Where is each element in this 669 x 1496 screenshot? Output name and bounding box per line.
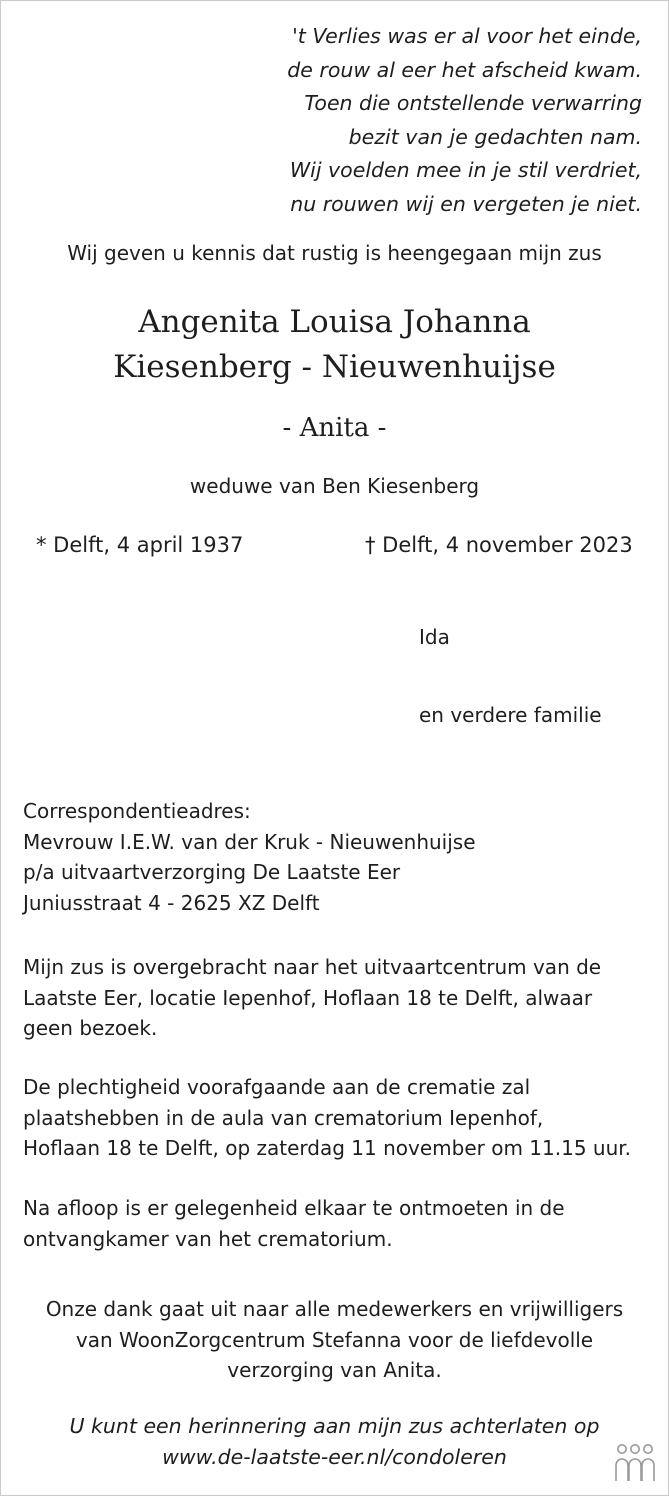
condolence-url: www.de-laatste-eer.nl/condoleren [162,1444,507,1469]
paragraph-line: Laatste Eer, locatie Iepenhof, Hoflaan 18 te Delft, alwaar [23,985,593,1010]
people-group-icon [613,1443,657,1483]
deceased-name-line2: Kiesenberg - Nieuwenhuijse [113,349,556,385]
address-line: Mevrouw I.E.W. van der Kruk - Nieuwenhuijse [23,829,476,854]
thanks-line: van WoonZorgcentrum Stefanna voor de liefdevolle [75,1327,594,1352]
gathering-paragraph [23,1193,565,1254]
address-line: p/a uitvaartverzorging De Laatste Eer [23,860,401,884]
memorial-note [1,1411,668,1472]
poem-line: Toen die ontstellende verwarring [304,91,642,115]
paragraph-line: Hoflaan 18 te Delft, op zaterdag 11 november om 11.15 uur. [23,1136,632,1160]
poem [287,20,642,221]
deceased-name-line1: Angenita Louisa Johanna [138,304,531,340]
paragraph-line: Na afloop is er gelegenheid elkaar te ontmoeten in de [23,1196,565,1220]
paragraph-line: Mijn zus is overgebracht naar het uitvaartcentrum van de [23,955,602,979]
poem-line: 't Verlies was er al voor het einde, [292,24,642,48]
paragraph-line: plaatshebben in de aula van crematorium Iepenhof, [23,1105,544,1130]
address-line: Juniusstraat 4 - 2625 XZ Delft [23,890,320,915]
announcement-intro: Wij geven u kennis dat rustig is heengegaan mijn zus [67,241,602,265]
thanks-line: Onze dank gaat uit naar alle medewerkers en vrijwilligers [45,1297,624,1321]
widow-of: weduwe van Ben Kiesenberg [189,474,480,498]
memorial-line: U kunt een herinnering aan mijn zus achterlaten op [69,1414,600,1438]
poem-line: de rouw al eer het afscheid kwam. [287,57,642,82]
ceremony-paragraph [23,1072,631,1164]
paragraph-line: geen bezoek. [23,1016,158,1040]
paragraph-line: ontvangkamer van het crematorium. [23,1226,393,1251]
thanks-line: verzorging van Anita. [227,1358,442,1382]
poem-line: bezit van je gedachten nam. [348,124,642,149]
address-line: Correspondentieadres: [23,799,251,823]
family-member-name: Ida [419,625,450,649]
thanks-paragraph [1,1294,668,1386]
death-date: † Delft, 4 november 2023 [365,533,633,557]
paragraph-line: De plechtigheid voorafgaande aan de crematie zal [23,1075,531,1099]
poem-line: Wij voelden mee in je stil verdriet, [289,158,642,182]
viewing-paragraph [23,952,601,1044]
correspondence-address [23,796,476,918]
birth-date: * Delft, 4 april 1937 [36,533,244,557]
poem-line: nu rouwen wij en vergeten je niet. [290,191,642,216]
other-family: en verdere familie [419,703,602,727]
deceased-nickname: - Anita - [282,413,387,443]
